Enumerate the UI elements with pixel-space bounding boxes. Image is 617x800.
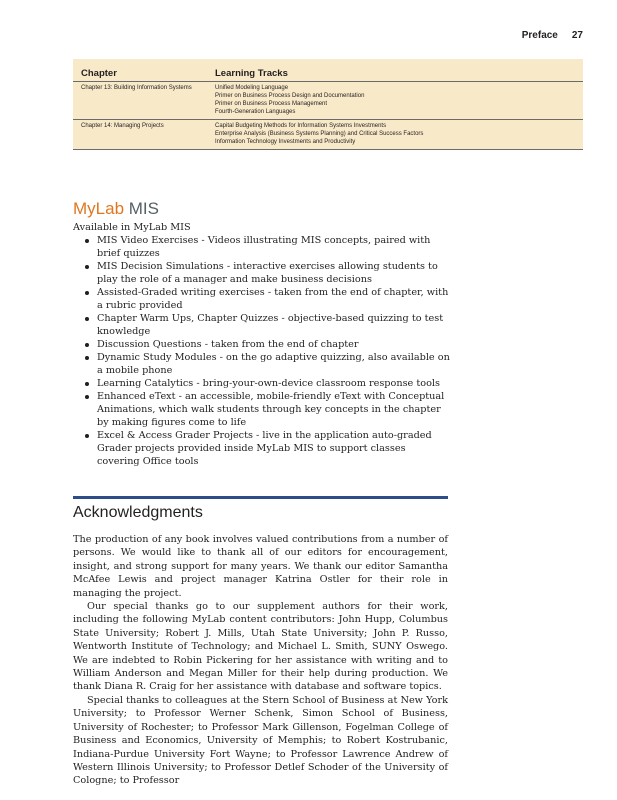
list-item: Discussion Questions - taken from the end of chapter	[79, 338, 451, 351]
mylab-product: MIS	[128, 199, 159, 218]
page-number: 27	[571, 30, 583, 41]
learning-tracks-table	[73, 59, 583, 150]
table-row	[73, 120, 583, 150]
track-item: Enterprise Analysis (Business Systems Planning) and Critical Success Factors	[215, 131, 424, 137]
tracks-cell	[215, 120, 583, 150]
paragraph: Our special thanks go to our supplement authors for their work, including the following MyLab content contributors: John Hupp, Columbus State University; Robert J. Mills, Utah State University; John P. Russo, Wentworth Institute of Technology; and Michael L. Smith, SUNY Oswego. We are indebted to Robin Pickering for her assistance with writing and to William Anderson and Megan Miller for their help during production. We thank Diana R. Craig for her assistance with database and software topics.	[73, 601, 448, 693]
table-row	[73, 82, 583, 120]
section-divider	[73, 496, 448, 499]
running-head-section: Preface	[521, 30, 558, 41]
mylab-section-title	[73, 199, 159, 219]
column-header-learning-tracks: Learning Tracks	[215, 59, 583, 82]
acknowledgments-title: Acknowledgments	[73, 504, 203, 521]
chapter-cell: Chapter 14: Managing Projects	[73, 120, 215, 150]
list-item: Excel & Access Grader Projects - live in the application auto-graded Grader projects provided inside MyLab MIS to support classes covering Office tools	[79, 429, 451, 468]
list-item: MIS Video Exercises - Videos illustrating MIS concepts, paired with brief quizzes	[79, 234, 451, 260]
track-item: Primer on Business Process Management	[215, 101, 328, 107]
chapter-cell: Chapter 13: Building Information Systems	[73, 82, 215, 120]
track-item: Information Technology Investments and Productivity	[215, 139, 356, 145]
list-item: Learning Catalytics - bring-your-own-device classroom response tools	[79, 377, 451, 390]
list-item: Dynamic Study Modules - on the go adaptive quizzing, also available on a mobile phone	[79, 351, 451, 377]
track-item: Unified Modeling Language	[215, 85, 289, 91]
list-item: Chapter Warm Ups, Chapter Quizzes - objective-based quizzing to test knowledge	[79, 312, 451, 338]
column-header-chapter: Chapter	[73, 59, 215, 82]
mylab-feature-list	[79, 234, 451, 468]
list-item: MIS Decision Simulations - interactive exercises allowing students to play the role of a manager and make business decisions	[79, 260, 451, 286]
running-head	[522, 30, 583, 41]
mylab-intro: Available in MyLab MIS	[73, 222, 191, 233]
track-item: Fourth-Generation Languages	[215, 109, 296, 115]
track-item: Primer on Business Process Design and Documentation	[215, 93, 365, 99]
paragraph: The production of any book involves valued contributions from a number of persons. We would like to thank all of our editors for encouragement, insight, and strong support for many years. We thank our editor Samantha McAfee Lewis and project manager Katrina Ostler for their role in managing the project.	[73, 534, 448, 599]
track-item: Capital Budgeting Methods for Information Systems Investments	[215, 123, 387, 129]
table-header-row	[73, 59, 583, 82]
mylab-brand: MyLab	[73, 199, 125, 218]
list-item: Enhanced eText - an accessible, mobile-friendly eText with Conceptual Animations, which walk students through key concepts in the chapter by making figures come to life	[79, 390, 451, 429]
paragraph: Special thanks to colleagues at the Stern School of Business at New York University; to Professor Werner Schenk, Simon School of Business, University of Rochester; to Professor Mark Gillenson, Fogelman College of Business and Economics, University of Memphis; to Robert Kostrubanic, Indiana-Purdue University Fort Wayne; to Professor Lawrence Andrew of Western Illinois University; to Professor Detlef Schoder of the University of Cologne; to Professor	[73, 694, 448, 787]
acknowledgments-body	[73, 533, 448, 788]
list-item: Assisted-Graded writing exercises - taken from the end of chapter, with a rubric provided	[79, 286, 451, 312]
tracks-cell	[215, 82, 583, 120]
